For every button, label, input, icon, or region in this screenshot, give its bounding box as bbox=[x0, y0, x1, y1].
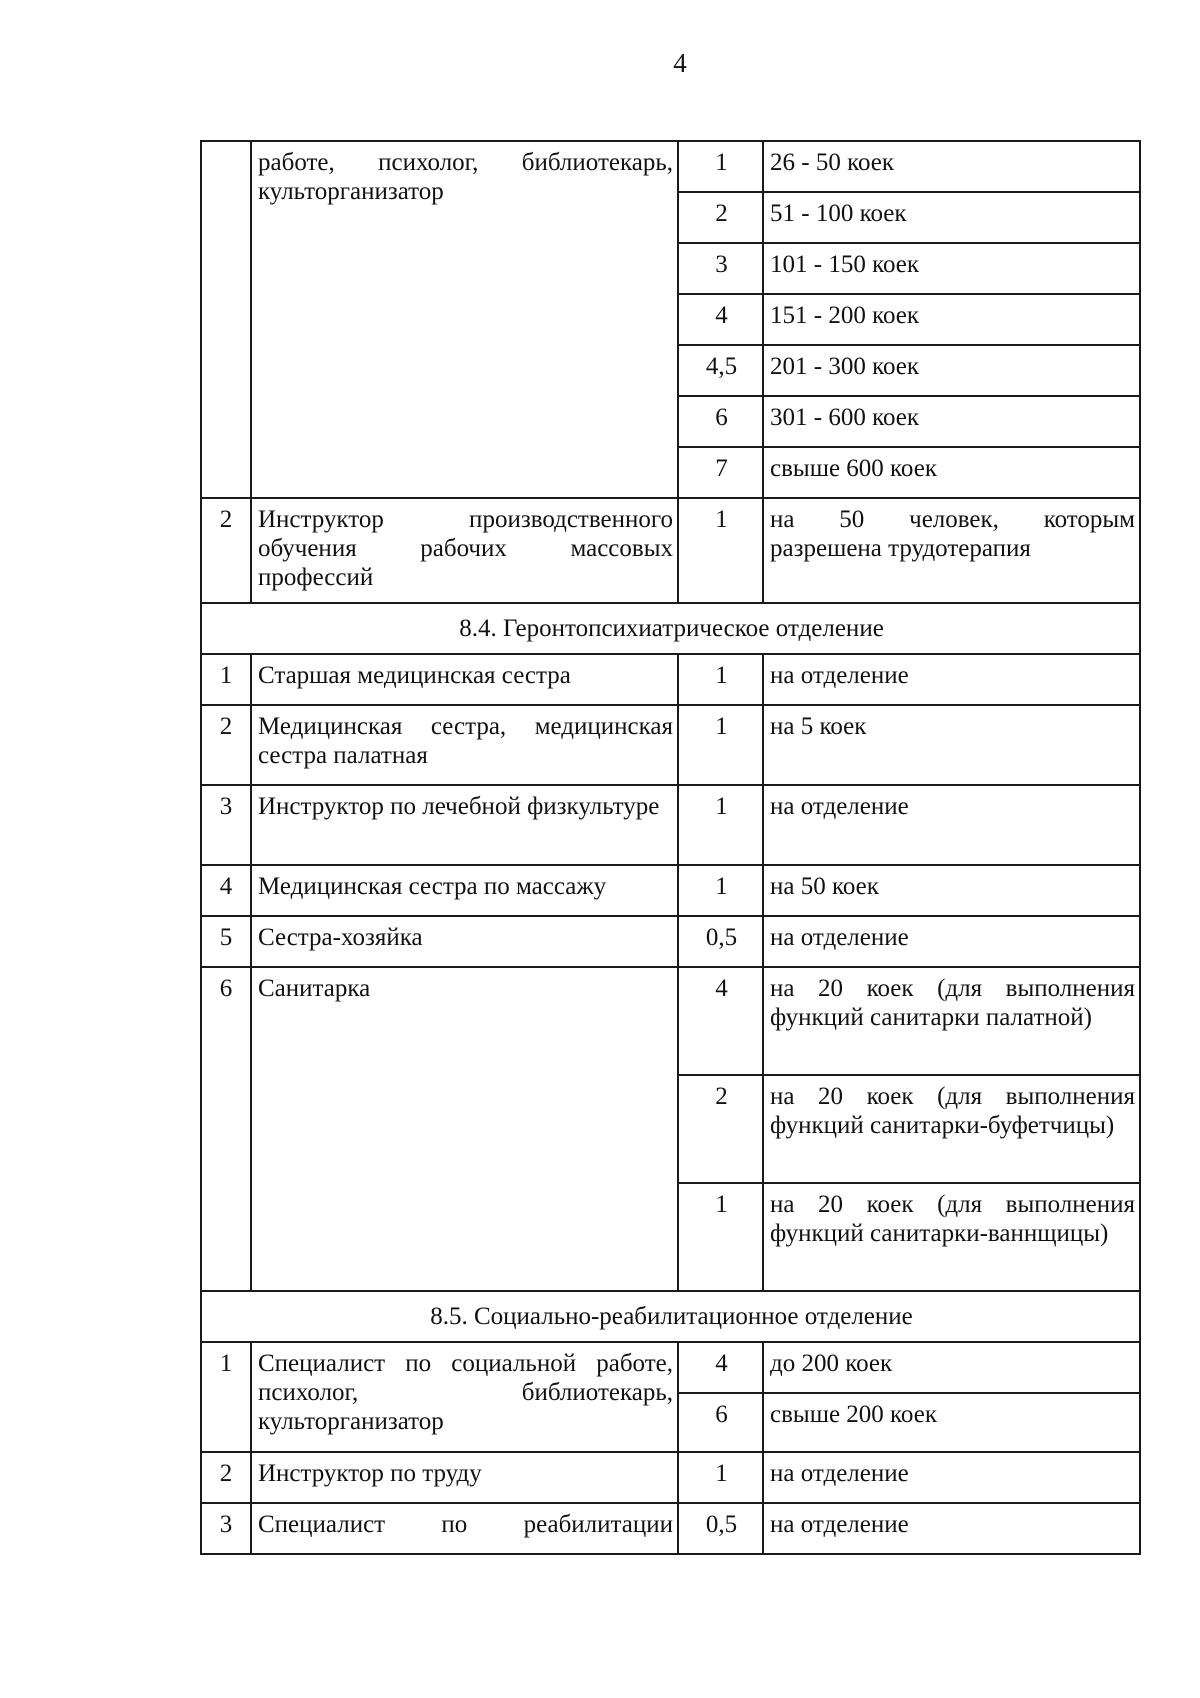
row-number-cell: 1 bbox=[201, 1342, 251, 1452]
norm-basis-cell: 101 - 150 коек bbox=[763, 243, 1140, 294]
row-number-cell: 2 bbox=[201, 498, 251, 603]
position-cell: Специалист по реабилитации bbox=[251, 1503, 678, 1554]
norm-basis-cell: 201 - 300 коек bbox=[763, 345, 1140, 396]
staff-count-cell: 4 bbox=[678, 967, 763, 1075]
norm-basis-cell: на отделение bbox=[763, 1452, 1140, 1503]
staff-count-cell: 2 bbox=[678, 1075, 763, 1183]
staff-count-cell: 0,5 bbox=[678, 916, 763, 967]
staff-count-cell: 6 bbox=[678, 1393, 763, 1452]
norm-basis-cell: на 20 коек (для выполнения функций санитарки палатной) bbox=[763, 967, 1140, 1075]
row-number-cell bbox=[201, 141, 251, 498]
norm-basis-cell: 26 - 50 коек bbox=[763, 141, 1140, 192]
position-cell: Санитарка bbox=[251, 967, 678, 1291]
section-title: 8.5. Социально-реабилитационное отделение bbox=[201, 1291, 1140, 1342]
position-cell: Медицинская сестра, медицинская сестра палатная bbox=[251, 705, 678, 785]
staff-count-cell: 1 bbox=[678, 1452, 763, 1503]
staff-count-cell: 7 bbox=[678, 447, 763, 498]
row-number-cell: 5 bbox=[201, 916, 251, 967]
table-row bbox=[201, 705, 1140, 785]
position-cell: Сестра-хозяйка bbox=[251, 916, 678, 967]
position-cell: Инструктор по труду bbox=[251, 1452, 678, 1503]
norm-basis-cell: на отделение bbox=[763, 785, 1140, 865]
position-cell: работе, психолог, библиотекарь, культорганизатор bbox=[251, 141, 678, 498]
page-number: 4 bbox=[673, 48, 687, 78]
table-row bbox=[201, 916, 1140, 967]
staff-count-cell: 1 bbox=[678, 865, 763, 916]
staff-count-cell: 0,5 bbox=[678, 1503, 763, 1554]
position-cell: Инструктор по лечебной физкультуре bbox=[251, 785, 678, 865]
staff-count-cell: 4 bbox=[678, 294, 763, 345]
norm-basis-cell: до 200 коек bbox=[763, 1342, 1140, 1393]
section-header-row bbox=[201, 1291, 1140, 1342]
norm-basis-cell: на отделение bbox=[763, 916, 1140, 967]
norm-basis-cell: свыше 600 коек bbox=[763, 447, 1140, 498]
staff-count-cell: 1 bbox=[678, 785, 763, 865]
table-row bbox=[201, 1503, 1140, 1554]
staff-count-cell: 4,5 bbox=[678, 345, 763, 396]
row-number-cell: 1 bbox=[201, 654, 251, 705]
norm-basis-cell: на 50 коек bbox=[763, 865, 1140, 916]
norm-basis-cell: на 20 коек (для выполнения функций санитарки-ваннщицы) bbox=[763, 1183, 1140, 1291]
staff-count-cell: 3 bbox=[678, 243, 763, 294]
position-cell: Инструктор производственного обучения рабочих массовых профессий bbox=[251, 498, 678, 603]
position-cell: Специалист по социальной работе, психолог, библиотекарь, культорганизатор bbox=[251, 1342, 678, 1452]
staff-count-cell: 1 bbox=[678, 1183, 763, 1291]
table-row bbox=[201, 865, 1140, 916]
staff-count-cell: 1 bbox=[678, 654, 763, 705]
row-number-cell: 2 bbox=[201, 705, 251, 785]
norm-basis-cell: на 20 коек (для выполнения функций санитарки-буфетчицы) bbox=[763, 1075, 1140, 1183]
table-row bbox=[201, 141, 1140, 192]
row-number-cell: 6 bbox=[201, 967, 251, 1291]
staff-count-cell: 1 bbox=[678, 498, 763, 603]
section-header-row bbox=[201, 603, 1140, 654]
norm-basis-cell: 151 - 200 коек bbox=[763, 294, 1140, 345]
table-row bbox=[201, 1452, 1140, 1503]
table-row bbox=[201, 967, 1140, 1075]
section-title: 8.4. Геронтопсихиатрическое отделение bbox=[201, 603, 1140, 654]
staff-count-cell: 1 bbox=[678, 705, 763, 785]
table-row bbox=[201, 498, 1140, 603]
position-cell: Старшая медицинская сестра bbox=[251, 654, 678, 705]
staff-count-cell: 6 bbox=[678, 396, 763, 447]
norm-basis-cell: на 50 человек, которым разрешена трудотерапия bbox=[763, 498, 1140, 603]
position-cell: Медицинская сестра по массажу bbox=[251, 865, 678, 916]
table-row bbox=[201, 654, 1140, 705]
row-number-cell: 2 bbox=[201, 1452, 251, 1503]
staff-count-cell: 1 bbox=[678, 141, 763, 192]
row-number-cell: 3 bbox=[201, 785, 251, 865]
staffing-table bbox=[200, 140, 1141, 1555]
table-row bbox=[201, 1342, 1140, 1393]
staff-count-cell: 2 bbox=[678, 192, 763, 243]
row-number-cell: 4 bbox=[201, 865, 251, 916]
norm-basis-cell: на отделение bbox=[763, 654, 1140, 705]
norm-basis-cell: 51 - 100 коек bbox=[763, 192, 1140, 243]
norm-basis-cell: на отделение bbox=[763, 1503, 1140, 1554]
norm-basis-cell: свыше 200 коек bbox=[763, 1393, 1140, 1452]
row-number-cell: 3 bbox=[201, 1503, 251, 1554]
table-row bbox=[201, 785, 1140, 865]
norm-basis-cell: 301 - 600 коек bbox=[763, 396, 1140, 447]
norm-basis-cell: на 5 коек bbox=[763, 705, 1140, 785]
staff-count-cell: 4 bbox=[678, 1342, 763, 1393]
